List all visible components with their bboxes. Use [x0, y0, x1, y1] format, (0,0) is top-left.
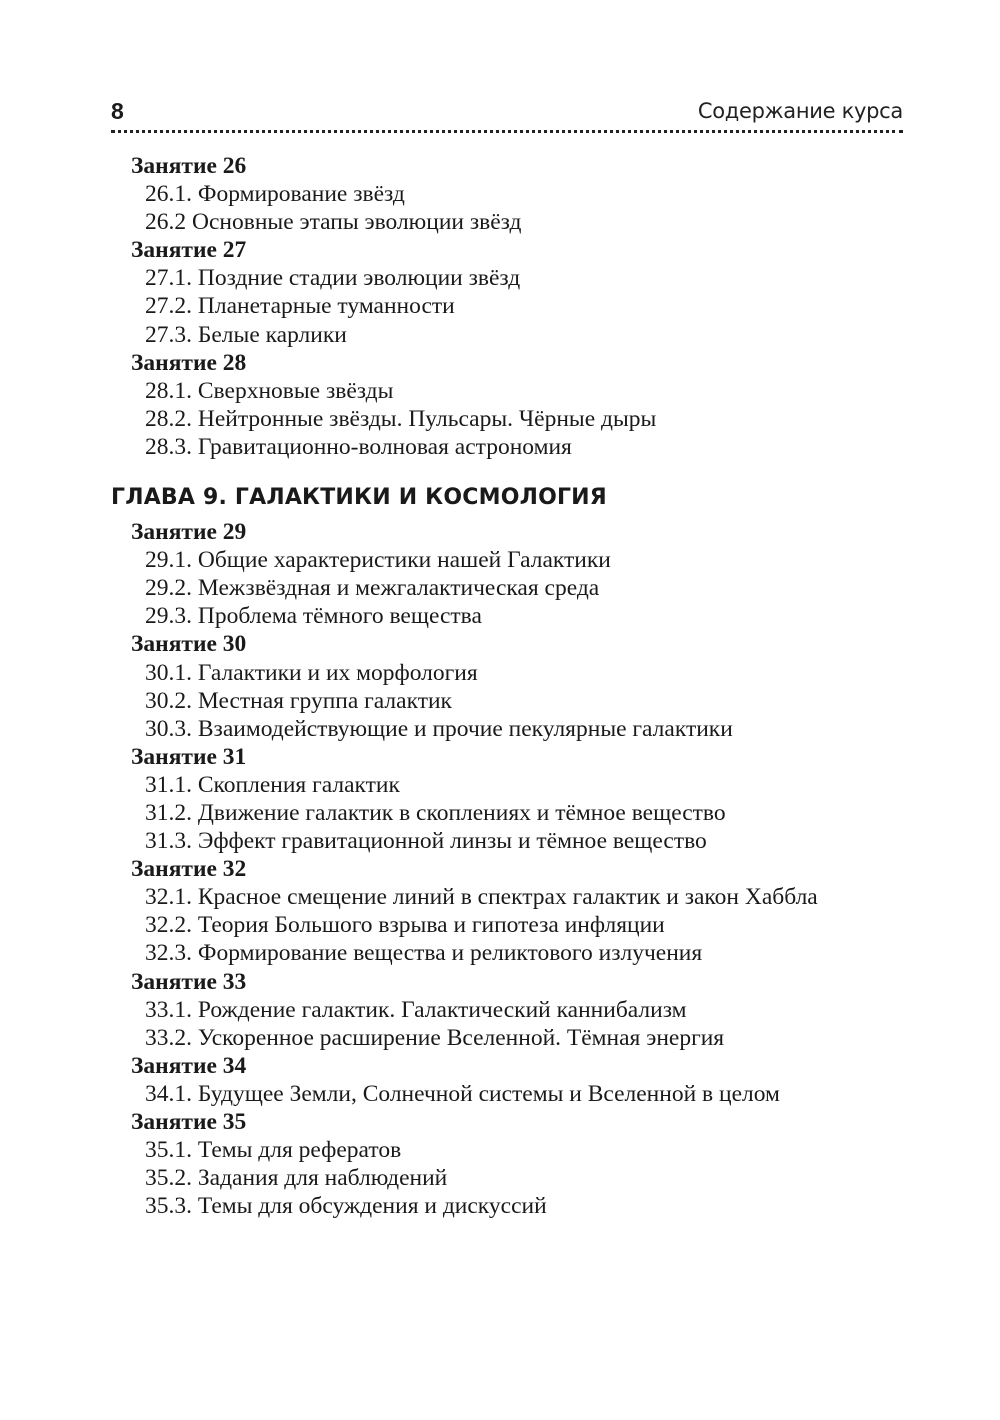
- lesson-item: 33.1. Рождение галактик. Галактический каннибализм: [145, 996, 687, 1023]
- lesson-item: 32.1. Красное смещение линий в спектрах галактик и закон Хаббла: [145, 884, 818, 911]
- lesson-item: 28.1. Сверхновые звёзды: [145, 377, 394, 404]
- lesson-heading: Занятие 35: [131, 1109, 247, 1135]
- lesson-item: 29.2. Межзвёздная и межгалактическая среда: [145, 575, 600, 602]
- lesson-heading: Занятие 29: [131, 519, 247, 546]
- lesson-item: 27.2. Планетарные туманности: [145, 293, 455, 320]
- lesson-item: 30.3. Взаимодействующие и прочие пекулярные галактики: [145, 715, 733, 742]
- lesson-heading: Занятие 27: [131, 237, 247, 264]
- lesson-item: 26.1. Формирование звёзд: [145, 181, 405, 208]
- lesson-item: 29.3. Проблема тёмного вещества: [145, 603, 482, 630]
- lesson-item: 34.1. Будущее Земли, Солнечной системы и Вселенной в целом: [145, 1080, 780, 1107]
- lesson-heading: Занятие 30: [131, 631, 247, 658]
- lesson-item: 32.3. Формирование вещества и реликтового излучения: [145, 940, 703, 967]
- lesson-item: 30.1. Галактики и их морфология: [145, 659, 478, 686]
- lesson-item: 31.3. Эффект гравитационной линзы и тёмное вещество: [145, 828, 707, 855]
- lesson-item: 28.3. Гравитационно-волновая астрономия: [145, 433, 572, 460]
- lesson-item: 29.1. Общие характеристики нашей Галактики: [145, 547, 611, 574]
- lesson-item: 31.1. Скопления галактик: [145, 771, 400, 798]
- lesson-heading: Занятие 33: [131, 968, 247, 995]
- lesson-item: 26.2 Основные этапы эволюции звёзд: [145, 209, 522, 236]
- lesson-heading: Занятие 28: [131, 349, 247, 376]
- lesson-item: 28.2. Нейтронные звёзды. Пульсары. Чёрные дыры: [145, 405, 657, 432]
- lesson-item: 31.2. Движение галактик в скоплениях и тёмное вещество: [145, 799, 726, 826]
- lesson-heading: Занятие 31: [131, 743, 247, 770]
- lesson-heading: Занятие 32: [131, 856, 247, 883]
- lesson-item: 27.1. Поздние стадии эволюции звёзд: [145, 265, 521, 292]
- running-title: Содержание курса: [697, 99, 903, 123]
- lesson-item: 35.1. Темы для рефератов: [145, 1137, 402, 1164]
- chapter-heading: ГЛАВА 9. ГАЛАКТИКИ И КОСМОЛОГИЯ: [111, 485, 607, 511]
- lesson-item: 32.2. Теория Большого взрыва и гипотеза инфляции: [145, 912, 665, 939]
- lesson-item: 35.3. Темы для обсуждения и дискуссий: [145, 1193, 547, 1220]
- lesson-item: 30.2. Местная группа галактик: [145, 687, 452, 714]
- running-head: [111, 96, 903, 133]
- lesson-item: 27.3. Белые карлики: [145, 321, 347, 348]
- lesson-heading: Занятие 34: [131, 1052, 247, 1079]
- lesson-item: 35.2. Задания для наблюдений: [145, 1165, 448, 1192]
- lesson-heading: Занятие 26: [131, 153, 247, 179]
- lesson-item: 33.2. Ускоренное расширение Вселенной. Тёмная энергия: [145, 1024, 725, 1051]
- table-of-contents: [111, 152, 941, 1220]
- page-number: 8: [111, 98, 124, 124]
